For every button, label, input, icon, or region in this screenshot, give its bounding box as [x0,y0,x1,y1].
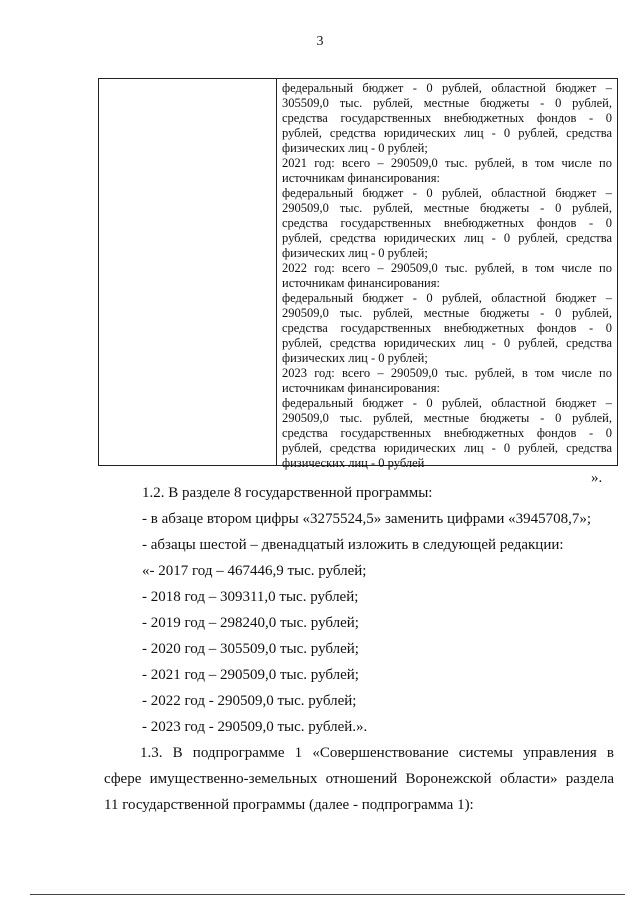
table-cell-line: федеральный бюджет - 0 рублей, областной бюджет – [282,396,612,410]
year-line: - 2020 год – 305509,0 тыс. рублей; [142,641,359,657]
table-cell-line: физических лиц - 0 рублей [282,456,425,470]
table-cell-line: средства государственных внебюджетных фондов - 0 [282,321,612,335]
year-line: - 2022 год - 290509,0 тыс. рублей; [142,693,357,709]
table-cell-line: 290509,0 тыс. рублей, местные бюджеты - 0 рублей, [282,201,612,215]
table-cell-line: источникам финансирования: [282,171,440,185]
table-cell-line: рублей, средства юридических лиц - 0 рублей, средства [282,336,612,350]
table-cell-line: средства государственных внебюджетных фондов - 0 [282,216,612,230]
closing-quote: ». [591,470,603,486]
section-1-3-line: 1.3. В подпрограмме 1 «Совершенствование системы управления в [140,745,614,761]
table-cell-line: средства государственных внебюджетных фондов - 0 [282,111,612,125]
table-cell-line: федеральный бюджет - 0 рублей, областной бюджет – [282,81,612,95]
table-cell-line: 290509,0 тыс. рублей, местные бюджеты - 0 рублей, [282,306,612,320]
year-line: - 2018 год – 309311,0 тыс. рублей; [142,589,359,605]
table-cell-line: источникам финансирования: [282,276,440,290]
table-cell-line: физических лиц - 0 рублей; [282,141,428,155]
section-1-3-line: 11 государственной программы (далее - подпрограмма 1): [104,797,474,813]
table-cell-line: рублей, средства юридических лиц - 0 рублей, средства [282,441,612,455]
table-cell-line: 305509,0 тыс. рублей, местные бюджеты - 0 рублей, [282,96,612,110]
table-cell-line: федеральный бюджет - 0 рублей, областной бюджет – [282,291,612,305]
year-line: «- 2017 год – 467446,9 тыс. рублей; [142,563,367,579]
table-cell-line: 2021 год: всего – 290509,0 тыс. рублей, в том числе по [282,156,612,170]
table-cell-line: средства государственных внебюджетных фондов - 0 [282,426,612,440]
table-cell-line: 2023 год: всего – 290509,0 тыс. рублей, в том числе по [282,366,612,380]
table-cell-line: источникам финансирования: [282,381,440,395]
year-line: - 2019 год – 298240,0 тыс. рублей; [142,615,359,631]
table-cell-line: 2022 год: всего – 290509,0 тыс. рублей, в том числе по [282,261,612,275]
table-cell-line: физических лиц - 0 рублей; [282,246,428,260]
amendment-text [104,480,614,818]
section-1-3-line: сфере имущественно-земельных отношений Воронежской области» раздела [104,771,614,787]
table-cell-line: федеральный бюджет - 0 рублей, областной бюджет – [282,186,612,200]
table-cell-line: рублей, средства юридических лиц - 0 рублей, средства [282,126,612,140]
section-1-2-heading: 1.2. В разделе 8 государственной программы: [142,485,433,501]
section-1-2-item: - абзацы шестой – двенадцатый изложить в следующей редакции: [142,537,564,553]
funding-table [98,78,618,470]
section-1-2-item: - в абзаце втором цифры «3275524,5» заменить цифрами «3945708,7»; [142,511,592,527]
year-line: - 2021 год – 290509,0 тыс. рублей; [142,667,359,683]
table-right-cell [277,79,617,470]
page-number: 3 [316,34,324,49]
table-left-cell [99,79,277,465]
table-cell-line: физических лиц - 0 рублей; [282,351,428,365]
table-cell-line: 290509,0 тыс. рублей, местные бюджеты - 0 рублей, [282,411,612,425]
footer-divider [30,894,625,895]
year-line: - 2023 год - 290509,0 тыс. рублей.». [142,719,368,735]
table-cell-line: рублей, средства юридических лиц - 0 рублей, средства [282,231,612,245]
